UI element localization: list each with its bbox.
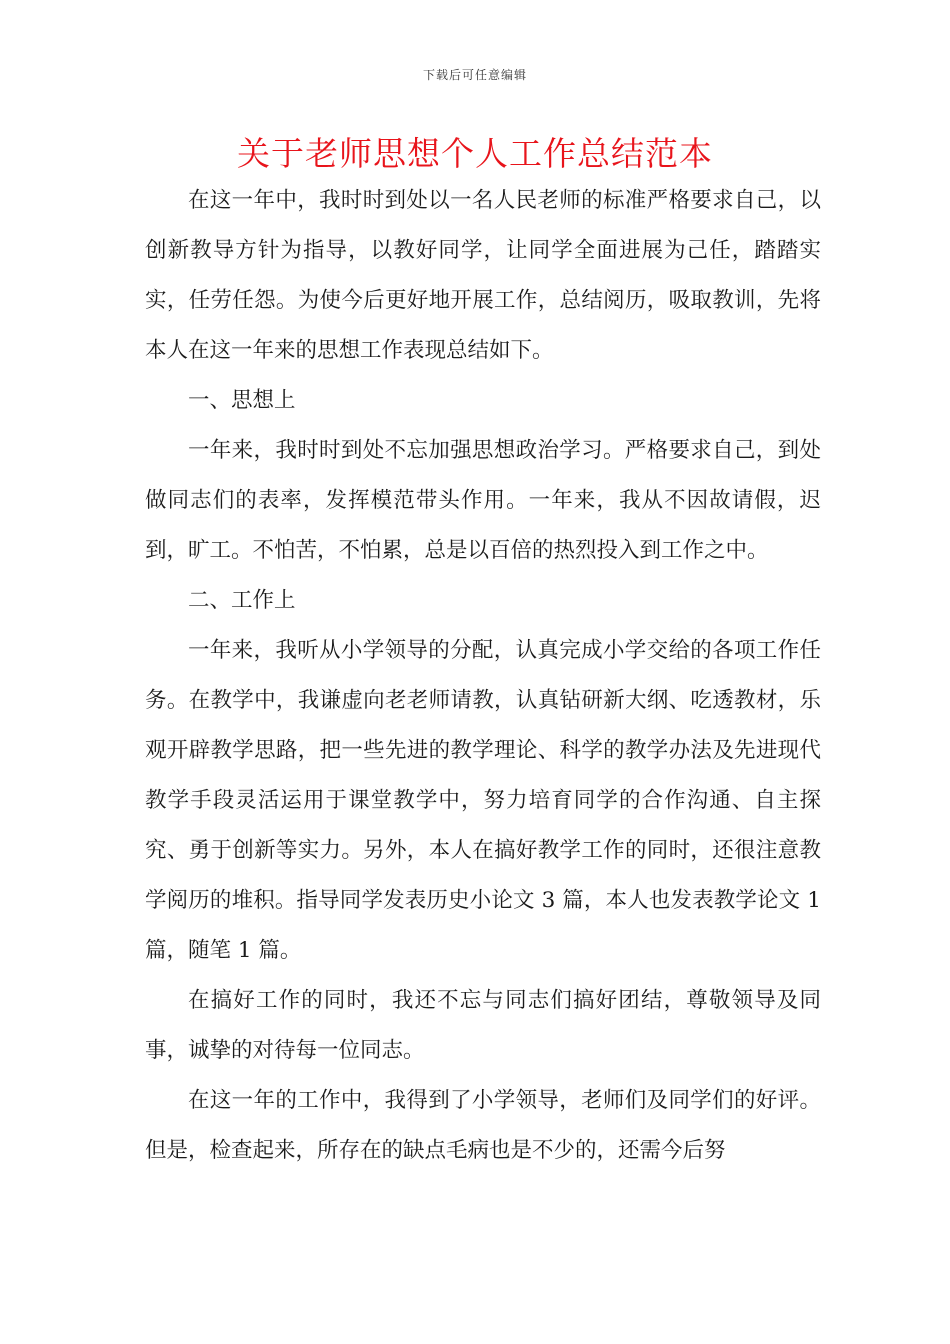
paragraph-evaluation: 在这一年的工作中，我得到了小学领导，老师们及同学们的好评。但是，检查起来，所存在的缺点毛病也是不少的，还需今后努 — [145, 1088, 821, 1163]
document-body — [145, 176, 821, 1176]
paragraph-work: 一年来，我听从小学领导的分配，认真完成小学交给的各项工作任务。在教学中，我谦虚向老老师请教，认真钻研新大纲、吃透教材，乐观开辟教学思路，把一些先进的教学理论、科学的教学办法及先进现代教学手段灵活运用于课堂教学中，努力培育同学的合作沟通、自主探究、勇于创新等实力。另外，本人在搞好教学工作的同时，还很注意教学阅历的堆积。指导同学发表历史小论文 3 篇，本人也发表教学论文 1 篇，随笔 1 篇。 — [145, 638, 821, 963]
paragraph-thought: 一年来，我时时到处不忘加强思想政治学习。严格要求自己，到处做同志们的表率，发挥模范带头作用。一年来，我从不因故请假，迟到，旷工。不怕苦，不怕累，总是以百倍的热烈投入到工作之中。 — [145, 438, 821, 563]
document-title: 关于老师思想个人工作总结范本 — [237, 134, 713, 173]
paragraph-unity: 在搞好工作的同时，我还不忘与同志们搞好团结，尊敬领导及同事，诚挚的对待每一位同志。 — [145, 988, 821, 1063]
section-heading-thought: 一、思想上 — [188, 388, 296, 413]
download-note: 下载后可任意编辑 — [422, 68, 527, 82]
paragraph-intro: 在这一年中，我时时到处以一名人民老师的标准严格要求自己，以创新教导方针为指导，以教好同学，让同学全面进展为己任，踏踏实实，任劳任怨。为使今后更好地开展工作，总结阅历，吸取教训，先将本人在这一年来的思想工作表现总结如下。 — [145, 188, 821, 363]
section-heading-work: 二、工作上 — [188, 588, 296, 613]
